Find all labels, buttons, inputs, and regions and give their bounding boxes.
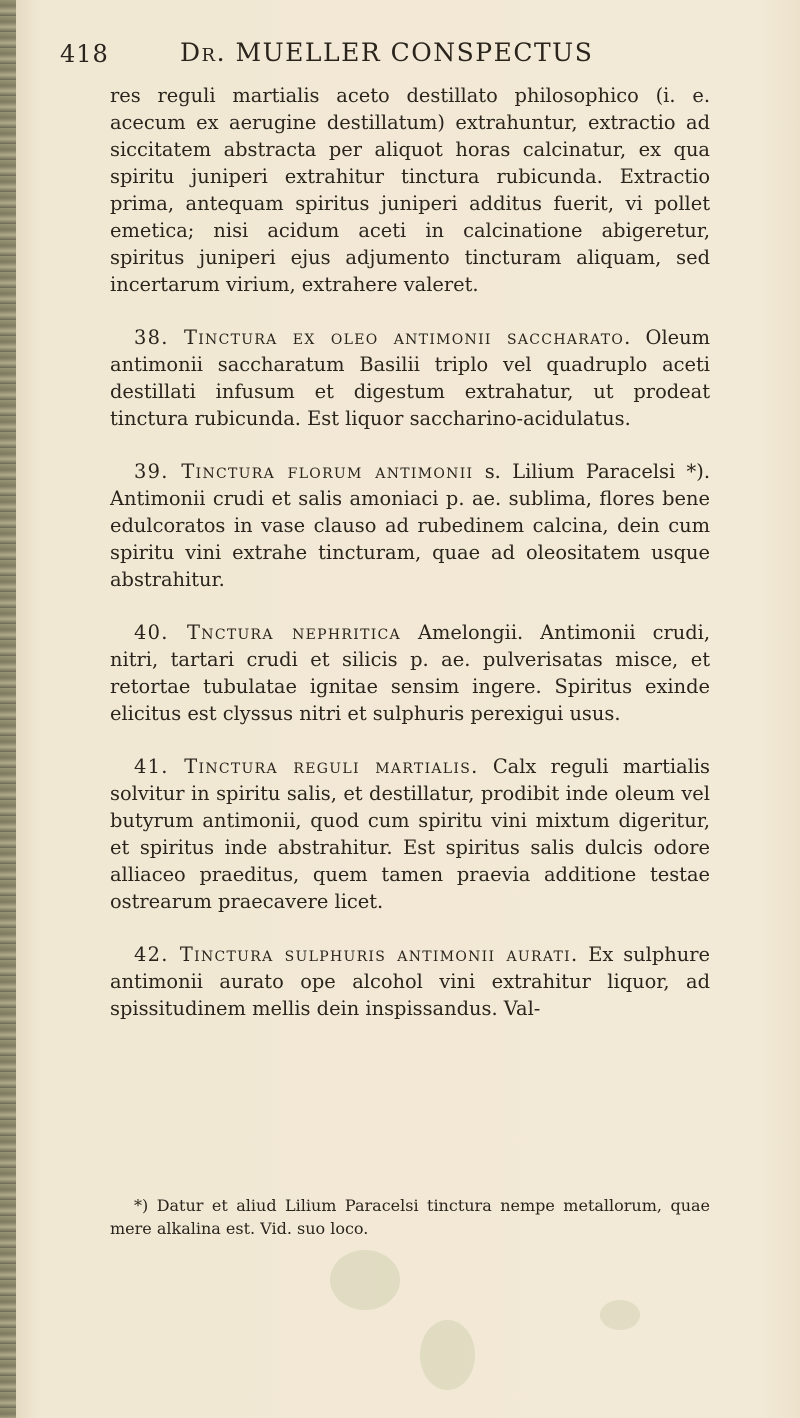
paragraph xyxy=(110,753,710,915)
running-title: Dr. MUELLER CONSPECTUS xyxy=(180,38,594,67)
entry-heading: 42. Tinctura sulphuris antimonii aurati. xyxy=(134,943,579,966)
paragraph xyxy=(110,941,710,1022)
paragraph xyxy=(110,82,710,298)
paragraph-text: Amelongii. Antimonii crudi, nitri, tartari crudi et silicis p. ae. pulverisatas misce, et retortae tubulatae ignitae sensim ingere. Spiritus exinde elicitus est clyssus nitri et sulphuris perexigui usus. xyxy=(110,621,710,725)
entry-heading: 39. Tinctura florum antimonii xyxy=(134,460,474,483)
footnote: *) Datur et aliud Lilium Paracelsi tinctura nempe metallorum, quae mere alkalina est. Vid. suo loco. xyxy=(110,1196,710,1238)
stain-mark xyxy=(330,1250,400,1310)
main-text xyxy=(110,82,710,1048)
binding-edge xyxy=(0,0,16,1418)
page-header xyxy=(60,38,700,72)
stain-mark xyxy=(420,1320,475,1390)
paragraph xyxy=(110,458,710,593)
paragraph-text: res reguli martialis aceto destillato philosophico (i. e. acecum ex aerugine destillatum) extrahuntur, extractio ad siccitatem abstracta per aliquot horas calcinatur, ex qua spiritu juniperi extrahitur tinctura rubicunda. Extractio prima, antequam spiritus juniperi additus fuerit, vi pollet emetica; nisi acidum aceti in calcinatione abigeretur, spiritus juniperi ejus adjumento tincturam aliquam, sed incertarum virium, extrahere valeret. xyxy=(110,84,710,296)
paragraph-text: Oleum antimonii saccharatum Basilii triplo vel quadruplo aceti destillati infusum et digestum extrahatur, ut prodeat tinctura rubicunda. Est liquor saccharino-acidulatus. xyxy=(110,326,710,430)
paragraph xyxy=(110,619,710,727)
page-number: 418 xyxy=(60,40,109,68)
entry-heading: 38. Tinctura ex oleo antimonii saccharato. xyxy=(134,326,632,349)
paragraph xyxy=(110,324,710,432)
paragraph-text: s. Lilium Paracelsi *). Antimonii crudi et salis amoniaci p. ae. sublima, flores bene edulcoratos in vase clauso ad rubedinem calcina, dein cum spiritu vini extrahe tincturam, quae ad oleositatem usque abstrahitur. xyxy=(110,460,710,591)
entry-heading: 41. Tinctura reguli martialis. xyxy=(134,755,479,778)
stain-mark xyxy=(600,1300,640,1330)
entry-heading: 40. Tnctura nephritica xyxy=(134,621,401,644)
paragraph-text: Calx reguli martialis solvitur in spiritu salis, et destillatur, prodibit inde oleum vel butyrum antimonii, quod cum spiritu vini mixtum digeritur, et spiritus inde abstrahitur. Est spiritus salis dulcis odore alliaceo praeditus, quem tamen praevia additione testae ostrearum praecavere licet. xyxy=(110,755,710,913)
paragraph-text: Ex sulphure antimonii aurato ope alcohol vini extrahitur liquor, ad spissitudinem mellis dein inspissandus. Val- xyxy=(110,943,710,1020)
